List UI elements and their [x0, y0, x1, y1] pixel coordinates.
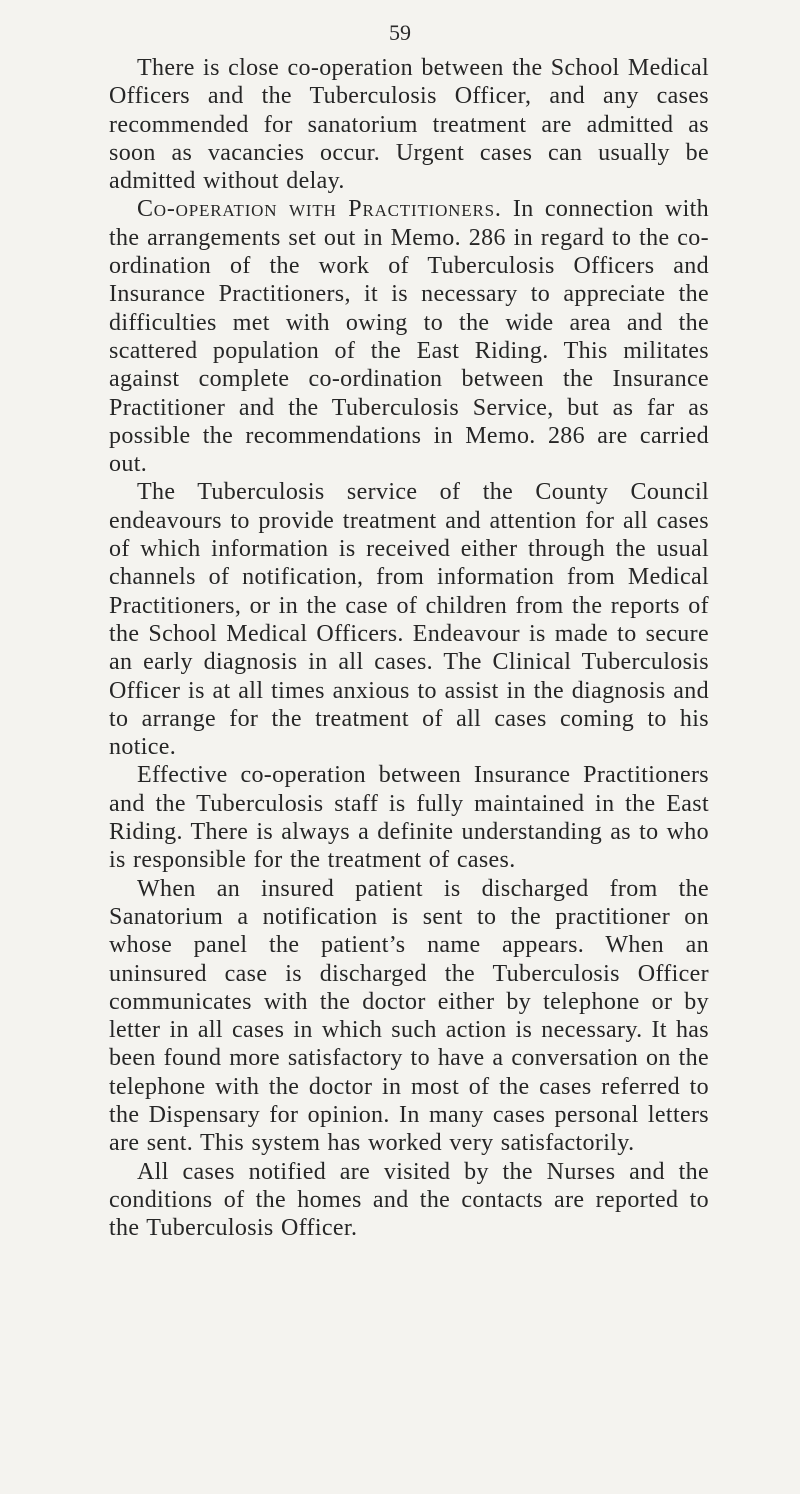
paragraph-1: [109, 54, 709, 195]
section-heading-co-operation: Co-operation with Practitioners.: [137, 196, 502, 223]
paragraph-6: [109, 1158, 709, 1243]
paragraph-3: [109, 478, 709, 761]
paragraph-3-text: The Tuberculosis service of the County Council endeavours to provide treatment and attention for all cases of which information is received either through the usual channels of notification, from information from Medical Practitioners, or in the case of children from the reports of the School Medical Officers. Endeavour is made to secure an early diagnosis in all cases. The Clinical Tuberculosis Officer is at all times anxious to assist in the diagnosis and to arrange for the treatment of all cases coming to his notice.: [109, 479, 709, 761]
page-number: 59: [389, 20, 411, 45]
paragraph-6-text: All cases notified are visited by the Nurses and the conditions of the homes and the contacts are reported to the Tuberculosis Officer.: [109, 1158, 709, 1242]
paragraph-5-text: When an insured patient is discharged from the Sanatorium a notification is sent to the practitioner on whose panel the patient’s name appears. When an uninsured case is discharged the Tuberculosis Officer communicates with the doctor either by telephone or by letter in all cases in which such action is necessary. It has been found more satisfactory to have a conversation on the telephone with the doctor in most of the cases referred to the Dispensary for opinion. In many cases personal letters are sent. This system has worked very satisfactorily.: [109, 875, 709, 1157]
paragraph-1-text: There is close co-operation between the School Medical Officers and the Tuberculosis Officer, and any cases recommended for sanatorium treatment are admitted as soon as vacancies occur. Urgent cases can usually be admitted without delay.: [109, 55, 709, 195]
paragraph-4-text: Effective co-operation between Insurance Practitioners and the Tuberculosis staff is fully maintained in the East Riding. There is always a definite understanding as to who is responsible for the treatment of cases.: [109, 762, 709, 874]
paragraph-2: [109, 195, 709, 478]
body-text: [109, 54, 709, 1242]
paragraph-4: [109, 761, 709, 874]
paragraph-5: [109, 875, 709, 1158]
paragraph-2-text: In connection with the arrangements set out in Memo. 286 in regard to the co-ordination of the work of Tuberculosis Officers and Insurance Practitioners, it is necessary to appreciate the difficulties met with owing to the wide area and the scattered population of the East Riding. This militates against complete co-ordination between the Insurance Practitioner and the Tuberculosis Service, but as far as possible the recommendations in Memo. 286 are carried out.: [109, 196, 709, 478]
